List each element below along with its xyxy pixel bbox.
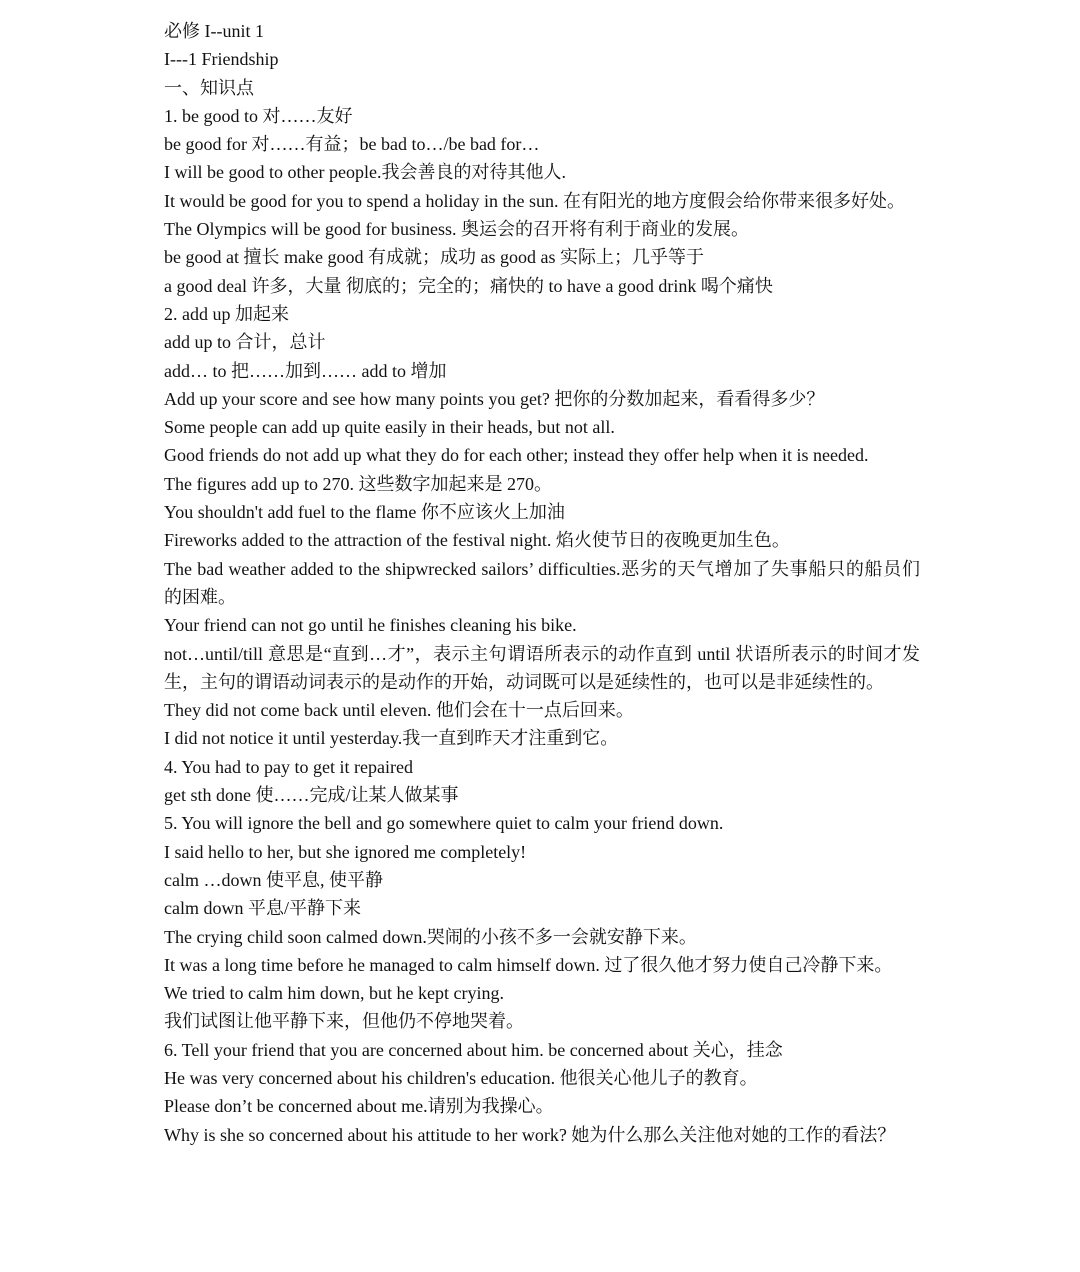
text-line: The crying child soon calmed down.哭闹的小孩不多一会就安静下来。 xyxy=(164,926,697,947)
point-2-title: 2. add up 加起来 xyxy=(164,303,289,324)
point-4-title: 4. You had to pay to get it repaired xyxy=(164,756,413,777)
text-line: It would be good for you to spend a holiday in the sun. 在有阳光的地方度假会给你带来很多好处。 xyxy=(164,190,905,211)
text-line: calm …down 使平息, 使平静 xyxy=(164,869,383,890)
text-line: I will be good to other people.我会善良的对待其他人. xyxy=(164,162,566,183)
text-line: not…until/till 意思是“直到…才”，表示主句谓语所表示的动作直到 until 状语所表示的时间才发生，主句的谓语动词表示的是动作的开始，动词既可以是延续性的，也可以是非延续性的。 xyxy=(164,643,920,692)
text-line: get sth done 使……完成/让某人做某事 xyxy=(164,785,459,806)
text-line: be good for 对……有益；be bad to…/be bad for… xyxy=(164,134,540,155)
heading-unit: 必修 I--unit 1 xyxy=(164,21,264,41)
point-5-title: 5. You will ignore the bell and go somewhere quiet to calm your friend down. xyxy=(164,813,724,834)
text-line: I said hello to her, but she ignored me completely! xyxy=(164,841,527,862)
text-line: The Olympics will be good for business. 奥运会的召开将有利于商业的发展。 xyxy=(164,219,749,240)
point-1-title: 1. be good to 对……友好 xyxy=(164,105,353,126)
text-line: Good friends do not add up what they do for each other; instead they offer help when it is needed. xyxy=(164,445,869,466)
text-line: add up to 合计，总计 xyxy=(164,332,326,353)
heading-lesson: I---1 Friendship xyxy=(164,49,279,70)
text-line: a good deal 许多，大量 彻底的；完全的；痛快的 to have a good drink 喝个痛快 xyxy=(164,275,773,296)
text-line: Please don’t be concerned about me.请别为我操心。 xyxy=(164,1096,554,1117)
text-line: Fireworks added to the attraction of the festival night. 焰火使节日的夜晚更加生色。 xyxy=(164,530,790,551)
text-line: Some people can add up quite easily in their heads, but not all. xyxy=(164,417,615,438)
text-line: 我们试图让他平静下来，但他仍不停地哭着。 xyxy=(164,1011,524,1032)
text-line: They did not come back until eleven. 他们会在十一点后回来。 xyxy=(164,700,634,721)
text-line: The bad weather added to the shipwrecked sailors’ difficulties.恶劣的天气增加了失事船只的船员们的困难。 xyxy=(164,558,920,607)
text-line: It was a long time before he managed to calm himself down. 过了很久他才努力使自己冷静下来。 xyxy=(164,954,893,975)
text-line: I did not notice it until yesterday.我一直到昨天才注重到它。 xyxy=(164,728,619,749)
text-line: Why is she so concerned about his attitude to her work? 她为什么那么关注他对她的工作的看法？ xyxy=(164,1124,896,1145)
text-line: add… to 把……加到…… add to 增加 xyxy=(164,360,447,381)
text-line: Add up your score and see how many points you get? 把你的分数加起来，看看得多少？ xyxy=(164,388,825,409)
document-body xyxy=(164,17,920,1149)
text-line: He was very concerned about his children's education. 他很关心他儿子的教育。 xyxy=(164,1067,758,1088)
text-line: be good at 擅长 make good 有成就；成功 as good as 实际上；几乎等于 xyxy=(164,247,704,268)
text-line: calm down 平息/平静下来 xyxy=(164,898,361,919)
text-line: Your friend can not go until he finishes cleaning his bike. xyxy=(164,615,577,636)
text-line: We tried to calm him down, but he kept crying. xyxy=(164,983,504,1004)
text-line: You shouldn't add fuel to the flame 你不应该火上加油 xyxy=(164,502,565,523)
heading-section: 一、知识点 xyxy=(164,77,254,98)
point-6-title: 6. Tell your friend that you are concerned about him. be concerned about 关心，挂念 xyxy=(164,1039,783,1060)
text-line: The figures add up to 270. 这些数字加起来是 270。 xyxy=(164,473,552,494)
